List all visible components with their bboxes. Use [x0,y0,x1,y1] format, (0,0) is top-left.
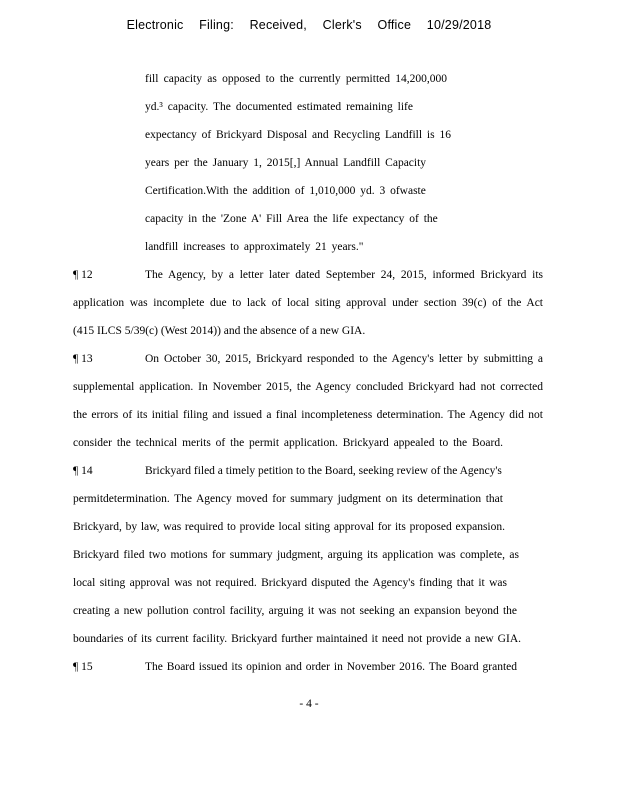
paragraph-mark: ¶ 12 [73,269,93,281]
paragraph-line: The Agency, by a letter later dated September 24, 2015, informed Brickyard its [145,269,543,281]
quote-line: yd.³ capacity. The documented estimated remaining life [145,101,413,113]
paragraph-mark: ¶ 13 [73,353,93,365]
paragraph-line: The Board issued its opinion and order in November 2016. The Board granted [145,661,517,673]
filing-header: Electronic Filing: Received, Clerk's Office 10/29/2018 [126,18,492,32]
paragraph-line: On October 30, 2015, Brickyard responded to the Agency's letter by submitting a [145,353,543,365]
paragraph-line: consider the technical merits of the permit application. Brickyard appealed to the Board. [73,437,503,449]
paragraph-mark: ¶ 15 [73,661,93,673]
paragraph-line: the errors of its initial filing and issued a final incompleteness determination. The Agency did not [73,409,543,421]
paragraph-line: boundaries of its current facility. Brickyard further maintained it need not provide a new GIA. [73,633,521,645]
paragraph-line: supplemental application. In November 2015, the Agency concluded Brickyard had not corrected [73,381,543,393]
paragraph-line: Brickyard, by law, was required to provide local siting approval for its proposed expansion. [73,521,505,533]
quote-line: Certification.With the addition of 1,010,000 yd. 3 ofwaste [145,185,426,197]
quote-line: fill capacity as opposed to the currently permitted 14,200,000 [145,73,447,85]
paragraph-line: permitdetermination. The Agency moved for summary judgment on its determination that [73,493,503,505]
paragraph-line: Brickyard filed a timely petition to the Board, seeking review of the Agency's [145,465,502,477]
paragraph-line: (415 ILCS 5/39(c) (West 2014)) and the absence of a new GIA. [73,325,366,337]
page-number: - 4 - [299,698,319,710]
paragraph-line: Brickyard filed two motions for summary judgment, arguing its application was complete, as [73,549,519,561]
quote-line: years per the January 1, 2015[,] Annual Landfill Capacity [145,157,427,169]
paragraph-line: creating a new pollution control facility, arguing it was not seeking an expansion beyond the [73,605,517,617]
paragraph-line: local siting approval was not required. Brickyard disputed the Agency's finding that it was [73,577,507,589]
quote-line: expectancy of Brickyard Disposal and Recycling Landfill is 16 [145,129,451,141]
quote-line: landfill increases to approximately 21 years." [145,241,364,253]
paragraph-mark: ¶ 14 [73,465,93,477]
paragraph-line: application was incomplete due to lack of local siting approval under section 39(c) of the Act [73,297,543,309]
quote-line: capacity in the 'Zone A' Fill Area the life expectancy of the [145,213,438,225]
